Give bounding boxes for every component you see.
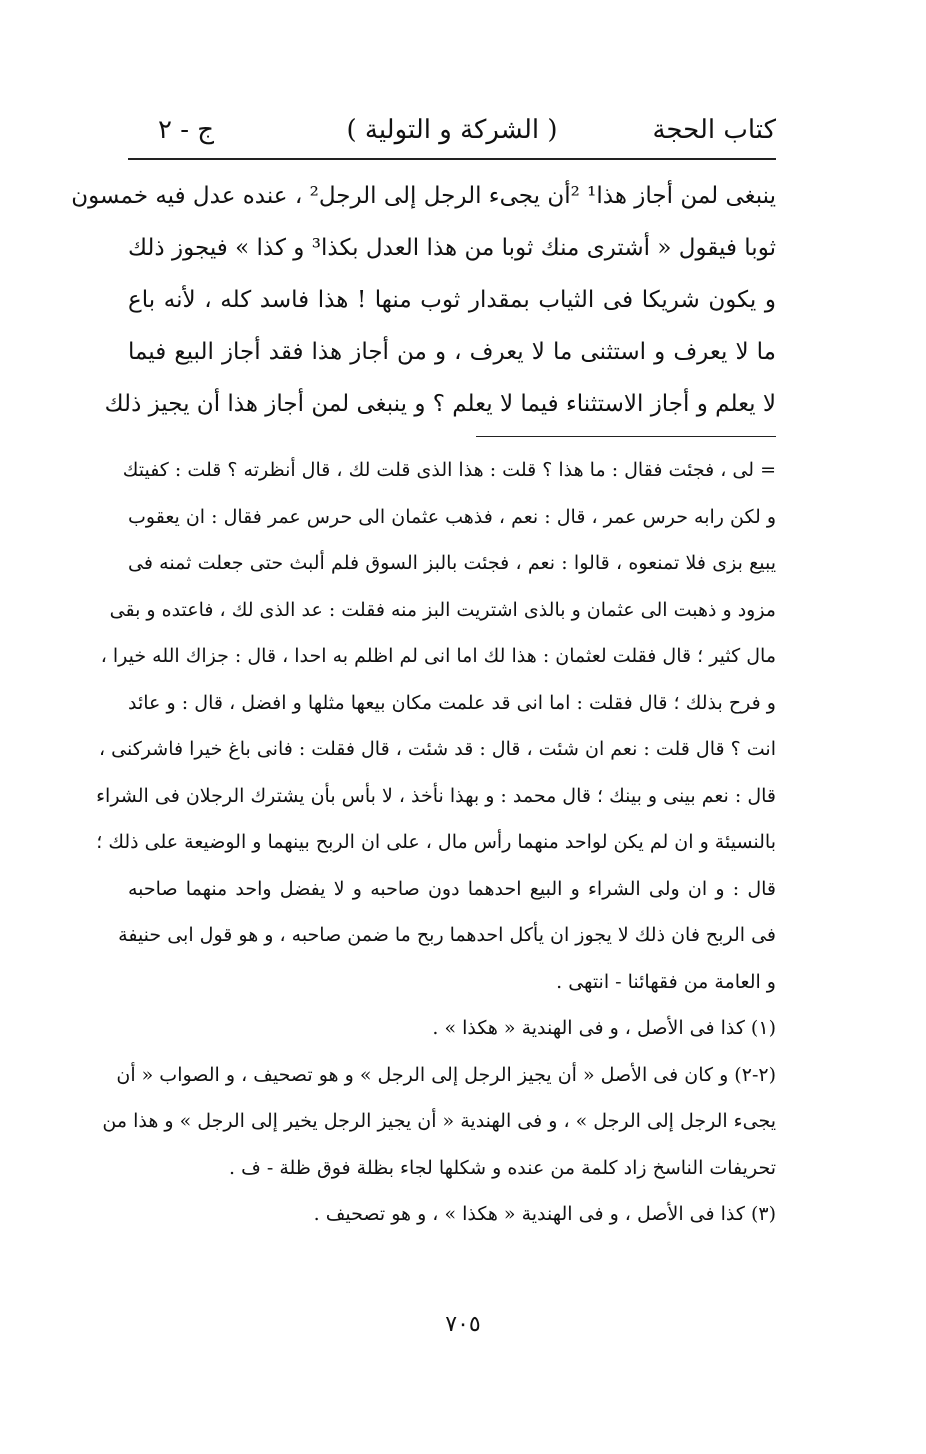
running-header — [128, 108, 776, 152]
book-title: كتاب الحجة — [652, 115, 776, 145]
footnote-3: (٣) كذا فى الأصل ، و فى الهندية « هكذا » ، و هو تصحيف . — [313, 1203, 776, 1225]
note-line: انت ؟ قال قلت : نعم ان شئت ، قال : قد شئت ، قال فقلت : فانى باغ خيرا فاشركنى ، — [99, 738, 776, 760]
note-line: و فرح بذلك ؛ قال فقلت : اما انى قد علمت مكان بيعها مثلها و افضل ، قال : و عائد — [128, 691, 776, 714]
note-line: بالنسيئة و ان لم يكن لواحد منهما رأس مال ، على ان الربح بينهما و الوضيعة على ذلك ؛ — [96, 831, 776, 853]
main-line: لا يعلم و أجاز الاستثناء فيما لا يعلم ؟ و ينبغى لمن أجاز هذا أن يجيز ذلك — [104, 391, 776, 417]
page-number: ٧٠٥ — [445, 1312, 481, 1337]
main-line: ينبغى لمن أجاز هذا¹ ²أن يجىء الرجل إلى الرجل² ، عنده عدل فيه خمسون — [71, 183, 776, 209]
note-line: و لكن رابه حرس عمر ، قال : نعم ، فذهب عثمان الى حرس عمر فقال : ان يعقوب — [128, 505, 776, 528]
main-text — [71, 170, 776, 430]
header-rule — [128, 158, 776, 160]
chapter-title: ( الشركة و التولية ) — [346, 115, 558, 145]
main-line: ثوبا فيقول « أشترى منك ثوبا من هذا العدل بكذا³ و كذا » فيجوز ذلك — [128, 235, 776, 261]
footnote-2: (٢-٢) و كان فى الأصل « أن يجيز الرجل إلى الرجل » و هو تصحيف ، و الصواب « أن — [116, 1063, 776, 1086]
note-line: يبيع بزى فلا تمنعوه ، قالوا : نعم ، فجئت بالبز السوق فلم ألبث حتى جعلت ثمنه فى — [128, 552, 776, 574]
page — [71, 108, 776, 1238]
note-line: و العامة من فقهائنا - انتهى . — [556, 970, 776, 993]
note-line: قال : و ان ولى الشراء و البيع احدهما دون صاحبه و لا يفضل واحد منهما صاحبه — [128, 877, 776, 900]
footnotes-section — [96, 447, 776, 1238]
main-line: و يكون شريكا فى الثياب بمقدار ثوب منها ! هذا فاسد كله ، لأنه باع — [128, 287, 776, 313]
note-line: = لى ، فجئت فقال : ما هذا ؟ قلت : هذا الذى قلت لك ، قال أنظرته ؟ قلت : كفيتك — [122, 459, 776, 481]
footnote-rule — [476, 436, 776, 437]
note-line: مال كثير ؛ قال فقلت لعثمان : هذا لك اما انى لم اظلم به احدا ، قال : جزاك الله خيرا ، — [100, 645, 776, 667]
note-line: فى الربح فان ذلك لا يجوز ان يأكل احدهما ربح ما ضمن صاحبه ، و هو قول ابى حنيفة — [118, 924, 776, 946]
note-line: مزود و ذهبت الى عثمان و بالذى اشتريت البز منه فقلت : عد الذى لك ، فاعتده و بقى — [109, 598, 776, 621]
footnote-1: (١) كذا فى الأصل ، و فى الهندية « هكذا » . — [432, 1017, 776, 1039]
volume-number: ج - ٢ — [158, 115, 215, 145]
footnote-2-end: تحريفات الناسخ زاد كلمة من عنده و شكلها لجاء بظلة فوق ظلة - ف . — [229, 1156, 776, 1179]
footnote-2-cont: يجىء الرجل إلى الرجل » ، و فى الهندية « أن يجيز الرجل يخير إلى الرجل » و هذا من — [102, 1110, 776, 1132]
main-line: ما لا يعرف و استثنى ما لا يعرف ، و من أجاز هذا فقد أجاز البيع فيما — [128, 339, 776, 365]
note-line: قال : نعم بينى و بينك ؛ قال محمد : و بهذا نأخذ ، لا بأس بأن يشترك الرجلان فى الشراء — [96, 784, 776, 807]
